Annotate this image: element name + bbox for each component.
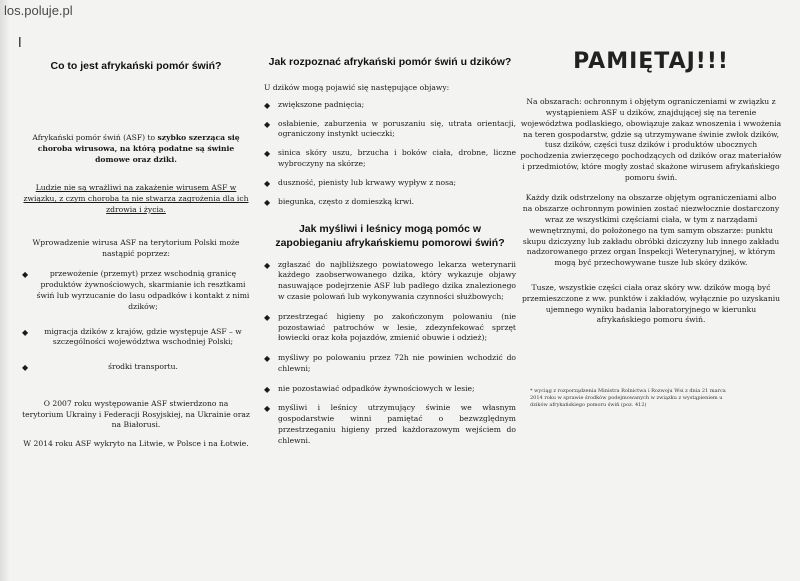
col2-symptoms-list	[264, 100, 516, 207]
list-item: ◆ środki transportu.	[22, 362, 250, 373]
list-item: ◆ duszność, pienisty lub krwawy wypływ z nosa;	[264, 178, 516, 189]
col3-para2: Każdy dzik odstrzelony na obszarze objętym ograniczeniami albo na obszarze ochronnym powinien zostać niezwłocznie dostarczony wraz ze wszystkimi częściami ciała, w tym z narządami wewnętrznymi, do położonego na tym samym obszarze: punktu skupu dziczyzny lub zakładu obróbki dziczyzny lub innego zakładu nadzorowanego przez organ Inspekcji Weterynaryjnej, w którym mogą być przechowywane tusze lub skóry dzików.	[522, 193, 780, 268]
col2-symptoms-intro: U dzików mogą pojawić się następujące objawy:	[264, 83, 450, 93]
col1-heading: Co to jest afrykański pomór świń?	[50, 60, 222, 72]
col1-intro	[22, 133, 250, 165]
col3-para3: Tusze, wszystkie części ciała oraz skóry ww. dzików mogą być przemieszczone z ww. punktów i zakładów, wyłącznie po uzyskaniu ujemnego wyniku badania laboratoryjnego w kierunku afrykańskiego pomoru świń.	[521, 282, 781, 325]
site-watermark: los.poluje.pl	[4, 3, 73, 18]
col3-para1: Na obszarach: ochronnym i objętym ograniczeniami w związku z wystąpieniem ASF u dzików, znajdującej się na terenie województwa podlaskiego, obowiązuje zakaz wnoszenia i wwożenia na teren gospodarstw, gdzie są utrzymywane świnie zwłok dzików, tusz dzików, części tusz dzików i produktów ubocznych pochodzenia zwierzęcego pochodzących od dzików oraz materiałów i przedmiotów, które mogły zostać skażone wirusem afrykańskiego pomoru świń.	[520, 97, 782, 182]
list-item: ◆ nie pozostawiać odpadków żywnościowych w lesie;	[264, 384, 516, 395]
list-item: ◆ myśliwi i leśnicy utrzymujący świnie we własnym gospodarstwie winni pamiętać o bezwzględnym przestrzeganiu higieny przed każdorazowym wejściem do chlewni.	[264, 403, 516, 446]
list-item: ◆ migracja dzików z krajów, gdzie występuje ASF – w szczególności województwa wschodniej Polski;	[22, 327, 250, 349]
col1-history-2: W 2014 roku ASF wykryto na Litwie, w Polsce i na Łotwie.	[23, 439, 249, 449]
remember-title: PAMIĘTAJ!!!	[573, 49, 729, 74]
col3-footnote: * wyciąg z rozporządzenia Ministra Rolnictwa i Rozwoju Wsi z dnia 21 marca 2014 roku w sprawie środków podejmowanych w związku z wystąpieniem u dzików afrykańskiego pomoru świń (poz. 412)	[530, 388, 726, 408]
col2-actions-list	[264, 260, 516, 447]
list-item: ◆ zgłaszać do najbliższego powiatowego lekarza weterynarii każdego zaobserwowanego dzika, który wykazuje objawy nasuwające podejrzenie ASF lub padłego dzika znalezionego w czasie polowań lub wykonywania czynności służbowych;	[264, 260, 516, 303]
list-item: ◆ biegunka, często z domieszką krwi.	[264, 197, 516, 208]
col1-routes-intro: Wprowadzenie wirusa ASF na terytorium Polski może nastąpić poprzez:	[32, 237, 240, 258]
scan-edge-shadow	[0, 0, 10, 581]
list-item: ◆ sinica skóry uszu, brzucha i boków ciała, drobne, liczne wybroczyny na skórze;	[264, 148, 516, 170]
list-item: ◆ osłabienie, zaburzenia w poruszaniu się, utrata orientacji, ograniczony instynkt ucieczki;	[264, 119, 516, 141]
list-item: ◆ przewożenie (przemyt) przez wschodnią granicę produktów żywnościowych, skarmianie ich resztkami świń lub wyrzucanie do lasu odpadków i kontakt z nimi dzików;	[22, 269, 250, 312]
list-item: ◆ przestrzegać higieny po zakończonym polowaniu (nie pozostawiać patrochów w lesie, zdezynfekować sprzęt łowiecki oraz koła pojazdów, zmienić obuwie i odzież);	[264, 312, 516, 344]
column-what-is-asf	[22, 40, 250, 450]
col2-heading-symptoms: Jak rozpoznać afrykański pomór świń u dzików?	[268, 56, 512, 68]
list-item: ◆ myśliwy po polowaniu przez 72h nie powinien wchodzić do chlewni;	[264, 353, 516, 375]
column-remember	[520, 40, 782, 408]
col2-heading-prevention: Jak myśliwi i leśnicy mogą pomóc w zapobieganiu afrykańskiemu pomorowi świń?	[275, 223, 505, 249]
col1-intro-bold: szybko szerząca się choroba wirusowa, na którą podatne są świnie domowe oraz dziki.	[37, 133, 240, 164]
list-item: ◆ zwiększone padnięcia;	[264, 100, 516, 111]
edge-mark: ǀ	[18, 34, 22, 50]
col1-intro-plain: Afrykański pomór świń (ASF) to	[32, 133, 158, 143]
column-symptoms	[264, 40, 516, 447]
col1-routes-list	[22, 269, 250, 372]
col1-history-1: O 2007 roku występowanie ASF stwierdzono na terytorium Ukrainy i Federacji Rosyjskiej, na Ukrainie oraz na Białorusi.	[22, 398, 250, 430]
col1-warning: Ludzie nie są wrażliwi na zakażenie wirusem ASF w związku, z czym choroba ta nie stwarza zagrożenia dla ich zdrowia i życia.	[23, 183, 249, 215]
